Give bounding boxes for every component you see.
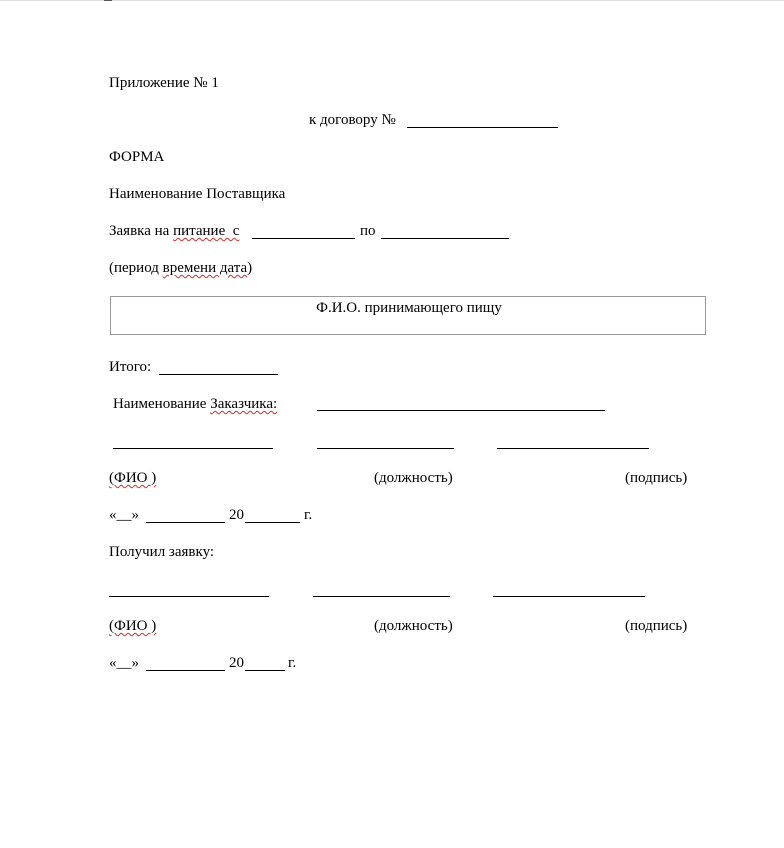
signature-caption-2: (подпись)	[625, 618, 688, 634]
request-label	[109, 222, 239, 240]
date-year-suffix-2: г.	[288, 655, 297, 671]
total-label: Итого:	[109, 359, 152, 375]
received-label: Получил заявку:	[109, 544, 215, 560]
signature-caption-1: (подпись)	[625, 470, 688, 486]
request-prefix: Заявка на	[109, 223, 174, 239]
date-year-prefix-2: 20	[229, 655, 244, 671]
request-word-spellcheck: питание с	[173, 223, 240, 239]
appendix-title: Приложение № 1	[109, 75, 219, 91]
period-word-spellcheck: времени дата	[162, 260, 248, 276]
fio-blank-1[interactable]	[113, 448, 273, 449]
contract-number-blank[interactable]	[407, 127, 558, 128]
date-day-1: «__»	[109, 507, 139, 523]
date-year-prefix-1: 20	[229, 507, 244, 523]
position-blank-2[interactable]	[313, 596, 450, 597]
date-year-suffix-1: г.	[304, 507, 313, 523]
date-year-blank-2[interactable]	[245, 670, 285, 671]
supplier-name-label: Наименование Поставщика	[109, 186, 286, 202]
fio-caption-1	[109, 469, 156, 487]
customer-name-blank[interactable]	[317, 410, 605, 411]
table-box	[110, 296, 706, 335]
table-header: Ф.И.О. принимающего пищу	[316, 300, 502, 316]
period-open: (период	[109, 260, 163, 276]
date-month-blank-1[interactable]	[146, 522, 225, 523]
date-day-2: «__»	[109, 655, 139, 671]
position-caption-1: (должность)	[374, 470, 453, 486]
cursor-mark	[104, 0, 112, 1]
position-blank-1[interactable]	[317, 448, 454, 449]
contract-label: к договору №	[309, 112, 400, 128]
date-year-blank-1[interactable]	[245, 522, 300, 523]
form-label: ФОРМА	[109, 149, 165, 165]
fio-blank-2[interactable]	[109, 596, 269, 597]
request-to-label: по	[360, 223, 376, 239]
signature-blank-1[interactable]	[497, 448, 649, 449]
fio-caption-1-text: (ФИО )	[109, 470, 157, 486]
customer-prefix: Наименование	[113, 396, 211, 412]
fio-caption-2-text: (ФИО )	[109, 618, 157, 634]
date-month-blank-2[interactable]	[146, 670, 225, 671]
total-blank[interactable]	[159, 374, 278, 375]
page-top-edge	[0, 0, 784, 1]
period-close: )	[247, 260, 253, 276]
signature-blank-2[interactable]	[493, 596, 645, 597]
fio-caption-2	[109, 617, 156, 635]
period-label	[109, 259, 252, 277]
request-to-date-blank[interactable]	[381, 238, 509, 239]
customer-word-spellcheck: Заказчика:	[210, 396, 278, 412]
position-caption-2: (должность)	[374, 618, 453, 634]
customer-label	[113, 395, 277, 413]
request-from-date-blank[interactable]	[252, 238, 355, 239]
